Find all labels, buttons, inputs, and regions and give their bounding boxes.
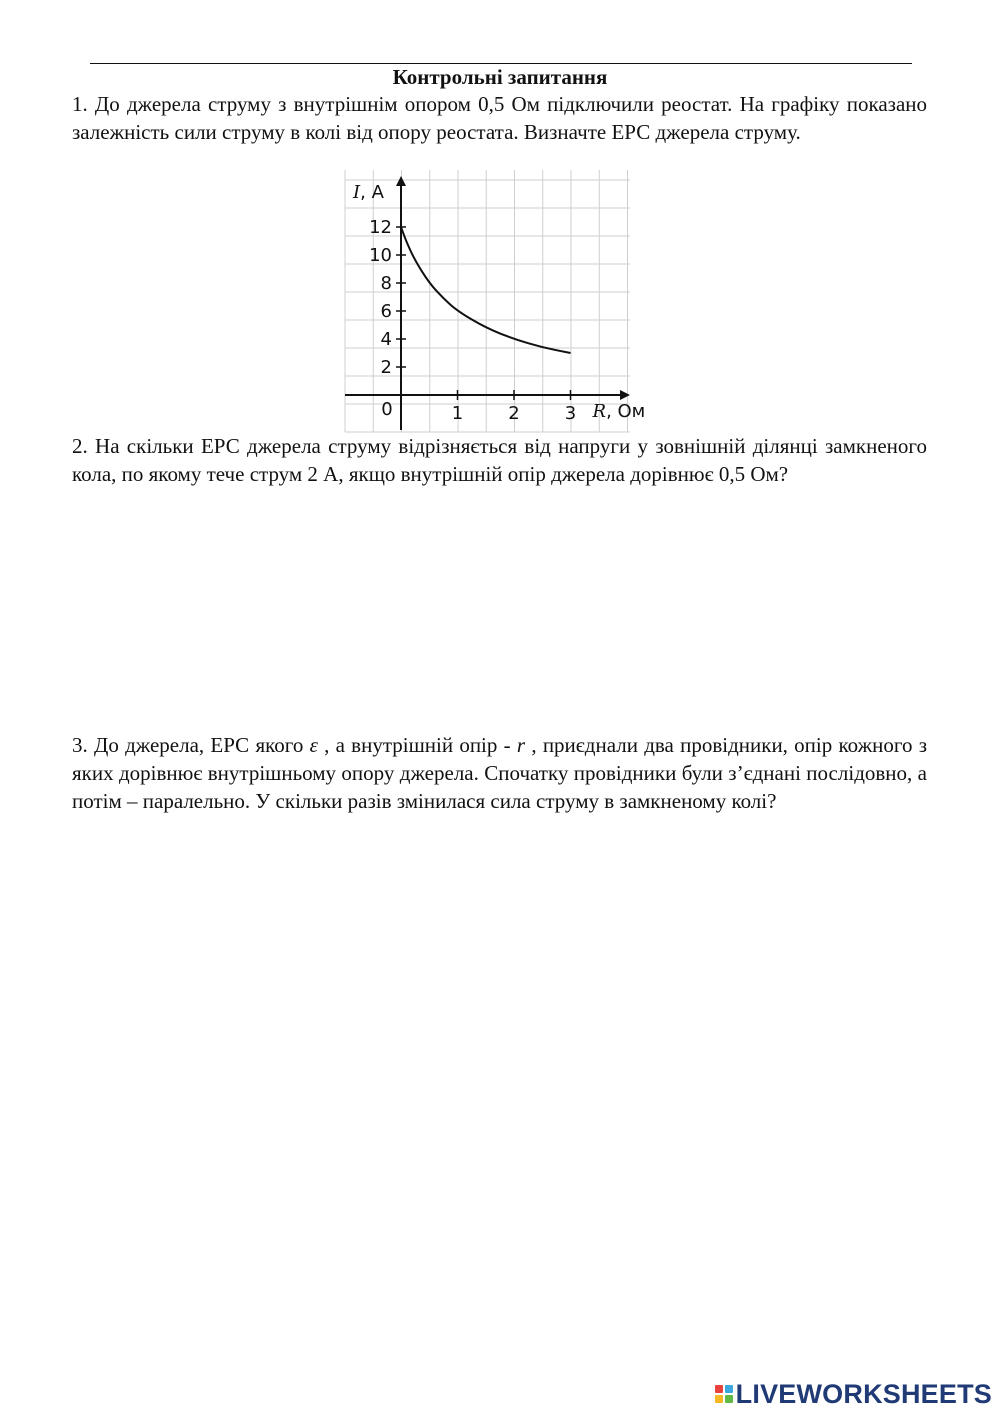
current-vs-resistance-chart xyxy=(345,170,646,432)
logo-square-icon xyxy=(715,1385,723,1393)
y-axis-unit: , A xyxy=(360,182,384,203)
chart-svg xyxy=(345,170,646,432)
x-tick-label: 3 xyxy=(564,403,577,424)
y-tick-label: 8 xyxy=(380,273,392,294)
y-tick-label: 12 xyxy=(369,217,392,238)
liveworksheets-logo xyxy=(715,1381,992,1407)
x-tick-label: 1 xyxy=(451,403,464,424)
y-tick-label: 4 xyxy=(380,329,392,350)
question-3-part3: , приєднали два провідники, опір кожного з яких дорівнює внутрішньому опору джерела. Спочатку провідники були з’єднані послідовно, а потім – паралельно. У скільки разів змінилася сила струму в замкненому колі? xyxy=(72,733,927,813)
x-axis-unit: , Ом xyxy=(606,401,646,422)
y-tick-label: 6 xyxy=(380,301,392,322)
emf-symbol: ε xyxy=(309,733,318,757)
logo-text: LIVEWORKSHEETS xyxy=(735,1379,992,1409)
x-tick-label: 2 xyxy=(508,403,520,424)
question-3-part1: 3. До джерела, ЕРС якого xyxy=(72,733,310,757)
question-3 xyxy=(72,731,927,815)
logo-mark-icon xyxy=(715,1385,733,1403)
question-1: 1. До джерела струму з внутрішнім опором 0,5 Ом підключили реостат. На графіку показано залежність сили струму в колі від опору реостата. Визначте ЕРС джерела струму. xyxy=(72,92,927,144)
logo-square-icon xyxy=(725,1395,733,1403)
y-tick-label: 10 xyxy=(369,245,392,266)
y-axis-title xyxy=(352,182,385,203)
internal-resistance-symbol: r xyxy=(516,733,526,757)
y-axis-symbol: I xyxy=(353,182,361,203)
logo-square-icon xyxy=(725,1385,733,1393)
x-axis-title xyxy=(592,401,646,422)
y-axis-arrow xyxy=(396,176,406,186)
page-title: Контрольні запитання xyxy=(392,65,608,89)
y-tick-label: 2 xyxy=(380,357,392,378)
question-2: 2. На скільки ЕРС джерела струму відрізняється від напруги у зовнішній ділянці замкненого кола, по якому тече струм 2 А, якщо внутрішній опір джерела дорівнює 0,5 Ом? xyxy=(72,434,927,486)
x-axis-symbol: R xyxy=(592,401,607,422)
question-3-part2: , а внутрішній опір - xyxy=(317,733,517,757)
logo-square-icon xyxy=(715,1395,723,1403)
origin-label: 0 xyxy=(381,399,393,420)
x-axis-arrow xyxy=(620,390,630,400)
